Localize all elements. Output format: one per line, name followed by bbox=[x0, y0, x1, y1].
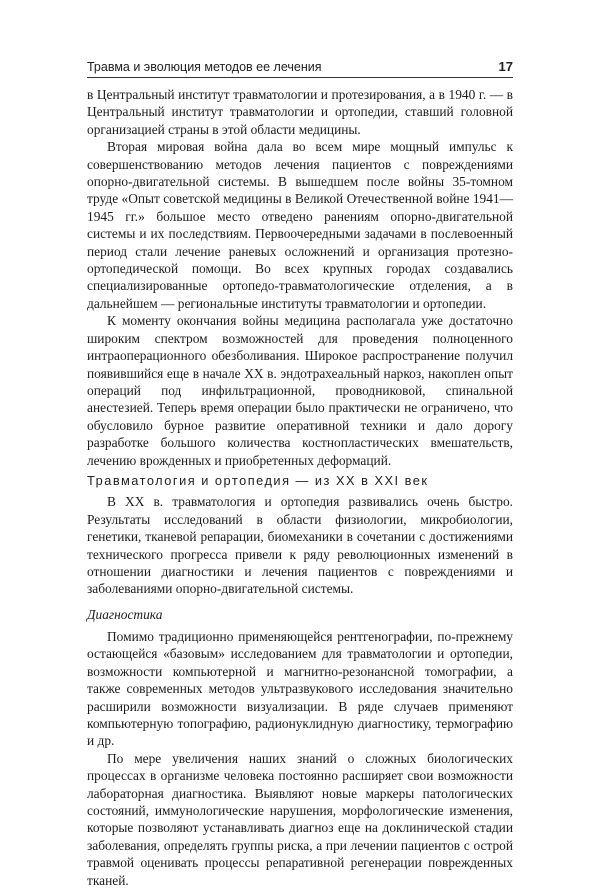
paragraph-20th-century: В XX в. травматология и ортопедия развивались очень быстро. Результаты исследований в области физиологии, микробиологии, генетики, тканевой репарации, биомеханики в сочетании с достижениями технического прогресса привели к ряду революционных изменений в отношении диагностики и лечения пациентов с повреждениями и заболеваниями опорно-двигательной системы. bbox=[87, 494, 513, 597]
running-header bbox=[87, 59, 513, 74]
paragraph-continuation: в Центральный институт травматологии и протезирования, а в 1940 г. — в Центральный институт травматологии и ортопедии, ставший головной организацией страны в этой области медицины. bbox=[87, 87, 513, 137]
running-title: Травма и эволюция методов ее лечения bbox=[87, 60, 322, 74]
paragraph-lab-diagnostics: По мере увеличения наших знаний о сложных биологических процессах в организме человека постоянно расширяет свои возможности лабораторная диагностика. Выявляют новые маркеры патологических состояний, иммунологические нарушения, морфологические изменения, которые позволяют устанавливать диагноз еще на доклинической стадии заболевания, определять группы риска, а при лечении пациентов с острой травмой оценивать процессы репаративной регенерации поврежденных тканей. bbox=[87, 750, 513, 888]
paragraph-ww2: Вторая мировая война дала во всем мире мощный импульс к совершенствованию методов лечения пациентов с повреждениями опорно-двигательной системы. В вышедшем после войны 35-томном труде «Опыт советской медицины в Великой Отечественной войне 1941—1945 гг.» большое место отведено ранениям опорно-двигательной системы и их последствиям. Первоочередными задачами в послевоенный период стали лечение раневых осложнений и организация протезно-ортопедической помощи. Во всех крупных городах создавались специализированные ортопедо-травматологические отделения, а в дальнейшем — региональные институты травматологии и ортопедии. bbox=[87, 139, 513, 311]
page-body bbox=[87, 86, 513, 889]
paragraph-anesthesia: К моменту окончания войны медицина располагала уже достаточно широким спектром возможностей для проведения полноценного интраоперационного обезболивания. Широкое распространение получил появившийся еще в начале XX в. эндотрахеальный наркоз, накоплен опыт операций под инфильтрационной, проводниковой, спинальной анестезией. Теперь время операции было практически не ограничено, что обусловило бурное развитие оперативной техники и дало дорогу разработке большого количества костнопластических вмешательств, лечению врожденных и приобретенных деформаций. bbox=[87, 313, 513, 468]
header-rule bbox=[87, 77, 513, 78]
section-title: Травматология и ортопедия — из XX в XXI век bbox=[87, 473, 429, 489]
page-number: 17 bbox=[498, 59, 513, 74]
paragraph-imaging: Помимо традиционно применяющейся рентгенографии, по-прежнему остающейся «базовым» исследованием для травматологии и ортопедии, возможности компьютерной и магнитно-резонансной томографии, а также современных методов ультразвукового исследования значительно расширили возможности визуализации. В ряде случаев применяют компьютерную топографию, радионуклидную диагностику, термографию и др. bbox=[87, 628, 513, 749]
subheading-diagnostics: Диагностика bbox=[87, 606, 163, 622]
